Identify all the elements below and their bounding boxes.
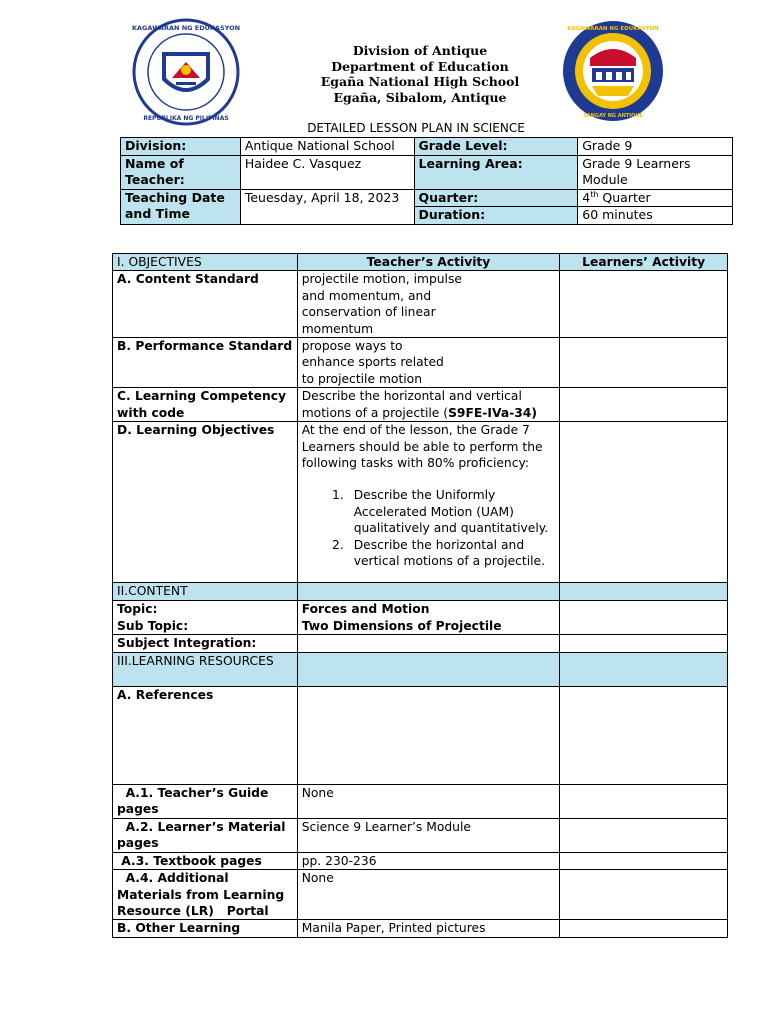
topic-label: Topic: bbox=[117, 602, 158, 617]
svg-text:KAGAWARAN NG EDUKASYON: KAGAWARAN NG EDUKASYON bbox=[132, 24, 240, 32]
resources-heading-blank bbox=[297, 653, 560, 687]
table-row bbox=[113, 601, 728, 635]
resources-heading-blank bbox=[560, 653, 728, 687]
teachers-guide-value: None bbox=[297, 785, 560, 819]
teacher-value: Haidee C. Vasquez bbox=[240, 155, 414, 189]
content-standard-value: projectile motion, impulse and momentum, and conservation of linear momentum bbox=[297, 271, 560, 338]
competency-label: C. Learning Competency with code bbox=[113, 388, 298, 422]
table-header-row bbox=[113, 254, 728, 271]
learners-cell bbox=[560, 870, 728, 920]
table-row bbox=[113, 635, 728, 653]
objectives-intro: At the end of the lesson, the Grade 7 Learners should be able to perform the following tasks with 80% proficiency: bbox=[301, 423, 543, 471]
info-row bbox=[121, 138, 733, 156]
learning-objectives-value bbox=[297, 422, 560, 583]
table-row bbox=[113, 653, 728, 687]
table-row bbox=[113, 852, 728, 869]
learners-cell bbox=[560, 852, 728, 869]
learners-cell bbox=[560, 338, 728, 388]
info-row bbox=[121, 189, 733, 207]
competency-code: S9FE-IVa-34) bbox=[448, 405, 537, 420]
topic-values bbox=[297, 601, 560, 635]
objectives-list bbox=[302, 487, 556, 569]
teaching-date-label: Teaching Date and Time bbox=[121, 189, 241, 224]
document-title: DETAILED LESSON PLAN IN SCIENCE bbox=[307, 121, 525, 135]
textbook-pages-label: A.3. Textbook pages bbox=[113, 852, 298, 869]
textbook-pages-value: pp. 230-236 bbox=[297, 852, 560, 869]
additional-materials-label: A.4. Additional Materials from Learning Resource (LR) Portal bbox=[113, 870, 298, 920]
duration-label: Duration: bbox=[414, 207, 578, 225]
learners-cell bbox=[560, 601, 728, 635]
learners-cell bbox=[560, 635, 728, 653]
header-department: Department of Education bbox=[331, 58, 509, 74]
learners-material-label: A.2. Learner’s Material pages bbox=[113, 818, 298, 852]
subtopic-label: Sub Topic: bbox=[117, 618, 189, 633]
header-address: Egaña, Sibalom, Antique bbox=[333, 89, 507, 105]
learners-cell bbox=[560, 687, 728, 785]
table-row bbox=[113, 870, 728, 920]
learning-area-label: Learning Area: bbox=[414, 155, 578, 189]
learners-cell bbox=[560, 388, 728, 422]
content-heading: II.CONTENT bbox=[113, 583, 298, 601]
teachers-activity-heading: Teacher’s Activity bbox=[297, 254, 560, 271]
content-standard-label: A. Content Standard bbox=[113, 271, 298, 338]
grade-level-value: Grade 9 bbox=[578, 138, 733, 156]
content-heading-blank bbox=[560, 583, 728, 601]
svg-text:SANGAY NG ANTIQUE: SANGAY NG ANTIQUE bbox=[583, 113, 643, 119]
lesson-plan-table bbox=[112, 253, 728, 938]
teacher-label: Name of Teacher: bbox=[121, 155, 241, 189]
table-row bbox=[113, 388, 728, 422]
grade-level-label: Grade Level: bbox=[414, 138, 578, 156]
deped-seal-logo bbox=[132, 18, 240, 126]
quarter-value bbox=[578, 189, 733, 207]
other-learning-value: Manila Paper, Printed pictures bbox=[297, 920, 560, 937]
performance-standard-label: B. Performance Standard bbox=[113, 338, 298, 388]
resources-heading: III.LEARNING RESOURCES bbox=[113, 653, 298, 687]
table-row bbox=[113, 583, 728, 601]
teachers-cell bbox=[297, 635, 560, 653]
svg-text:REPUBLIKA NG PILIPINAS: REPUBLIKA NG PILIPINAS bbox=[143, 115, 229, 122]
subtopic-value: Two Dimensions of Projectile bbox=[301, 618, 502, 633]
table-row bbox=[113, 687, 728, 785]
teachers-guide-label: A.1. Teacher’s Guide pages bbox=[113, 785, 298, 819]
performance-standard-value: propose ways to enhance sports related to projectile motion bbox=[297, 338, 560, 388]
list-item: 2. Describe the horizontal and vertical motions of a projectile. bbox=[348, 537, 556, 570]
competency-value bbox=[297, 388, 560, 422]
header-school: Egaña National High School bbox=[320, 74, 520, 89]
teaching-date-value: Teuesday, April 18, 2023 bbox=[240, 189, 414, 224]
learners-cell bbox=[560, 785, 728, 819]
table-row bbox=[113, 818, 728, 852]
topic-value: Forces and Motion bbox=[301, 602, 430, 617]
table-row bbox=[113, 785, 728, 819]
teachers-cell bbox=[297, 687, 560, 785]
learners-cell bbox=[560, 818, 728, 852]
subject-integration-label: Subject Integration: bbox=[113, 635, 298, 653]
competency-text: Describe the horizontal and vertical motions of a projectile ( bbox=[301, 389, 522, 420]
quarter-suffix: th bbox=[590, 189, 599, 199]
info-row bbox=[121, 155, 733, 189]
objectives-heading: I. OBJECTIVES bbox=[113, 254, 298, 271]
learners-cell bbox=[560, 920, 728, 937]
other-learning-label: B. Other Learning bbox=[113, 920, 298, 937]
svg-text:KAGAWARAN NG EDUKASYON: KAGAWARAN NG EDUKASYON bbox=[567, 26, 659, 32]
additional-materials-value: None bbox=[297, 870, 560, 920]
quarter-word: Quarter bbox=[598, 189, 651, 205]
quarter-label: Quarter: bbox=[414, 189, 578, 207]
learners-cell bbox=[560, 422, 728, 583]
table-row bbox=[113, 338, 728, 388]
references-label: A. References bbox=[113, 687, 298, 785]
list-item: 1. Describe the Uniformly Accelerated Motion (UAM) qualitatively and quantitatively. bbox=[348, 487, 556, 536]
content-heading-blank bbox=[297, 583, 560, 601]
header-division: Division of Antique bbox=[352, 43, 488, 58]
info-table bbox=[120, 137, 733, 225]
school-header bbox=[230, 43, 610, 105]
topic-labels bbox=[113, 601, 298, 635]
table-row bbox=[113, 271, 728, 338]
learners-cell bbox=[560, 271, 728, 338]
table-row bbox=[113, 422, 728, 583]
learners-activity-heading: Learners’ Activity bbox=[560, 254, 728, 271]
table-row bbox=[113, 920, 728, 937]
learning-area-value: Grade 9 Learners Module bbox=[578, 155, 733, 189]
learners-material-value: Science 9 Learner’s Module bbox=[297, 818, 560, 852]
division-value: Antique National School bbox=[240, 138, 414, 156]
quarter-number: 4 bbox=[582, 189, 591, 205]
division-label: Division: bbox=[121, 138, 241, 156]
learning-objectives-label: D. Learning Objectives bbox=[113, 422, 298, 583]
duration-value: 60 minutes bbox=[578, 207, 733, 225]
